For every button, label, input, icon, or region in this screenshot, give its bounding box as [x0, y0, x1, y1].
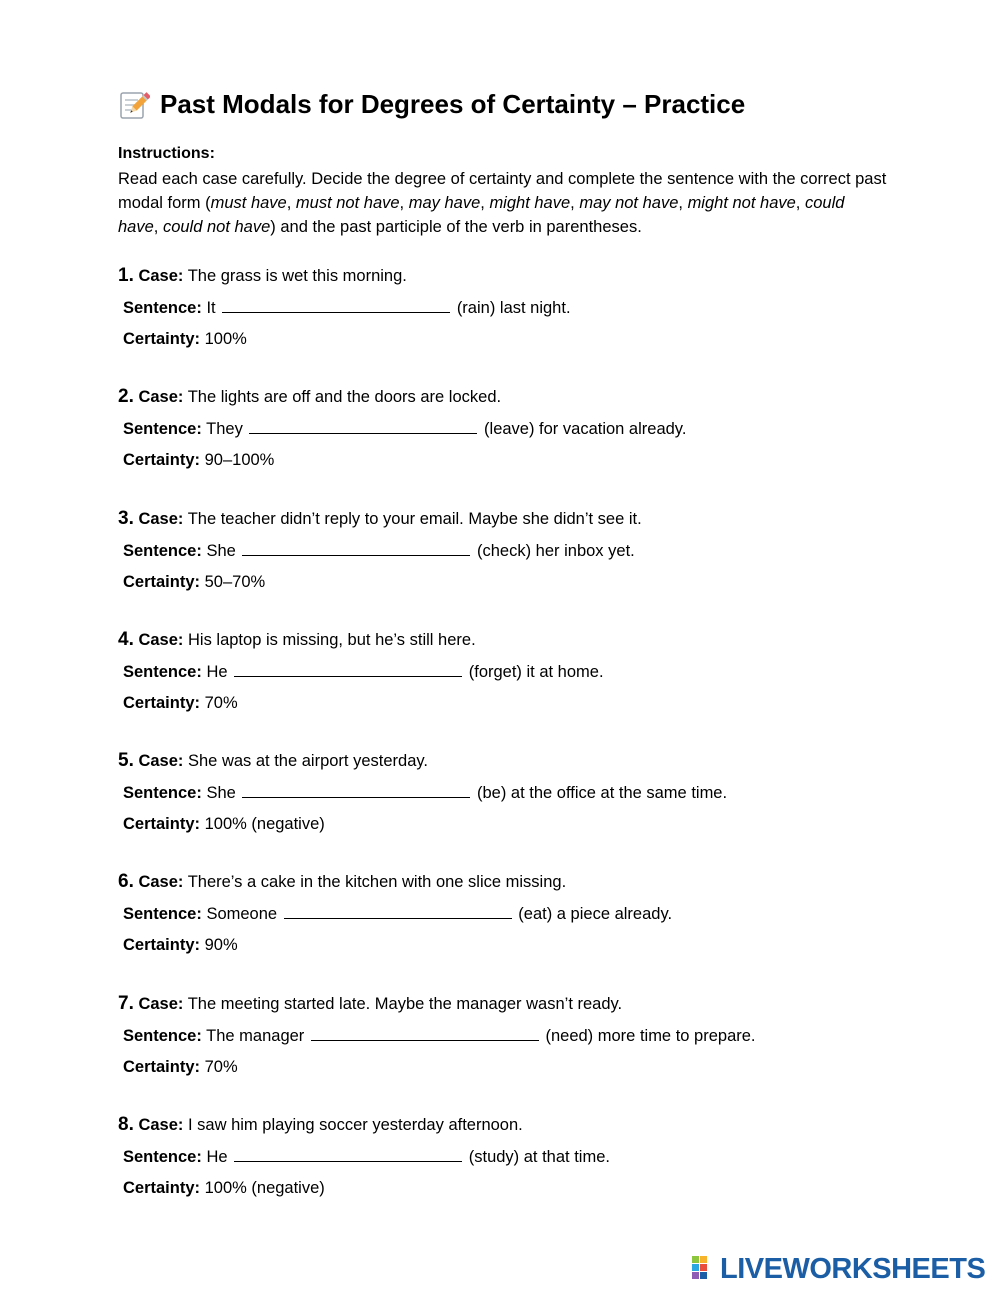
sentence-label: Sentence:: [123, 784, 202, 803]
sentence-line: [123, 541, 888, 561]
item-number: 2.: [118, 386, 134, 408]
answer-blank[interactable]: [242, 783, 470, 798]
case-label: Case:: [138, 994, 184, 1013]
certainty-label: Certainty:: [123, 815, 201, 834]
sentence-label: Sentence:: [123, 299, 202, 317]
certainty-line: [123, 693, 888, 713]
case-line: [118, 748, 888, 774]
answer-blank[interactable]: [242, 541, 470, 556]
sentence-after: (rain) last night.: [456, 299, 571, 317]
case-label: Case:: [138, 873, 184, 892]
certainty-line: [123, 935, 888, 955]
item-number: 5.: [118, 750, 134, 772]
certainty-label: Certainty:: [123, 451, 201, 470]
certainty-label: Certainty:: [123, 1179, 201, 1198]
answer-blank[interactable]: [284, 904, 512, 919]
answer-blank[interactable]: [222, 298, 450, 313]
sentence-before: He: [206, 662, 228, 681]
exercise-item: [118, 991, 888, 1112]
sentence-label: Sentence:: [123, 1026, 202, 1045]
answer-blank[interactable]: [249, 419, 477, 434]
case-line: [118, 991, 888, 1017]
item-number: 6.: [118, 871, 134, 893]
case-label: Case:: [138, 630, 184, 649]
instructions-text: Read each case carefully. Decide the degree of certainty and complete the sentence with the correct past modal form (must have, must not have, may have, might have, may not have, might not have, could have, could not have) and the past participle of the verb in parentheses.: [118, 170, 887, 236]
case-text: I saw him playing soccer yesterday afternoon.: [188, 1116, 523, 1135]
sentence-label: Sentence:: [123, 1148, 202, 1167]
item-number: 7.: [118, 992, 134, 1014]
certainty-value: 100% (negative): [204, 1179, 325, 1198]
logo-text: LIVEWORKSHEETS: [720, 1253, 986, 1285]
sentence-after: (study) at that time.: [468, 1148, 610, 1167]
case-text: She was at the airport yesterday.: [188, 752, 428, 771]
certainty-line: [123, 572, 888, 592]
exercise-item: [118, 869, 888, 990]
memo-pencil-icon: [118, 88, 150, 120]
case-text: His laptop is missing, but he’s still here.: [188, 630, 476, 649]
item-number: 1.: [118, 265, 134, 286]
case-line: [118, 506, 888, 532]
sentence-after: (be) at the office at the same time.: [477, 784, 728, 803]
sentence-line: [123, 662, 888, 682]
exercise-list: [118, 263, 888, 1233]
case-label: Case:: [138, 267, 184, 285]
exercise-item: [118, 506, 888, 627]
certainty-line: [123, 814, 888, 834]
worksheet: [118, 86, 888, 1233]
sentence-line: [123, 904, 888, 924]
liveworksheets-logo-icon: [692, 1256, 718, 1282]
answer-blank[interactable]: [234, 662, 462, 677]
certainty-value: 70%: [204, 1057, 238, 1076]
case-text: The lights are off and the doors are locked.: [187, 388, 502, 407]
sentence-label: Sentence:: [123, 662, 202, 681]
sentence-before: They: [206, 420, 243, 439]
case-line: [118, 384, 888, 410]
case-line: [118, 1112, 888, 1138]
case-label: Case:: [138, 388, 184, 407]
sentence-label: Sentence:: [123, 541, 202, 560]
exercise-item: [118, 1112, 888, 1233]
certainty-line: [123, 1178, 888, 1198]
certainty-label: Certainty:: [123, 936, 201, 955]
sentence-before: The manager: [206, 1026, 305, 1045]
certainty-value: 100% (negative): [204, 815, 325, 834]
case-text: There’s a cake in the kitchen with one slice missing.: [187, 873, 567, 892]
sentence-line: [123, 298, 888, 318]
sentence-after: (check) her inbox yet.: [477, 541, 635, 560]
sentence-line: [123, 783, 888, 803]
case-label: Case:: [138, 509, 184, 528]
sentence-before: It: [206, 299, 216, 317]
sentence-before: She: [206, 784, 236, 803]
exercise-item: [118, 263, 888, 384]
item-number: 4.: [118, 628, 134, 650]
exercise-item: [118, 748, 888, 869]
certainty-value: 90%: [204, 936, 238, 955]
sentence-after: (forget) it at home.: [468, 662, 604, 681]
sentence-before: Someone: [206, 905, 278, 924]
sentence-after: (leave) for vacation already.: [484, 420, 687, 439]
page-title: [118, 86, 888, 122]
case-line: [118, 627, 888, 653]
sentence-label: Sentence:: [123, 420, 202, 439]
sentence-line: [123, 1026, 888, 1046]
case-text: The grass is wet this morning.: [187, 267, 407, 285]
exercise-item: [118, 384, 888, 505]
case-label: Case:: [138, 752, 184, 771]
certainty-value: 50–70%: [204, 572, 266, 591]
answer-blank[interactable]: [311, 1026, 539, 1041]
instructions-label: Instructions:: [118, 145, 215, 162]
case-label: Case:: [138, 1116, 184, 1135]
certainty-line: [123, 450, 888, 470]
certainty-value: 90–100%: [204, 451, 275, 470]
certainty-value: 100%: [204, 330, 247, 348]
item-number: 3.: [118, 507, 134, 529]
answer-blank[interactable]: [234, 1147, 462, 1162]
case-text: The teacher didn’t reply to your email. Maybe she didn’t see it.: [187, 509, 642, 528]
certainty-label: Certainty:: [123, 693, 201, 712]
sentence-after: (eat) a piece already.: [518, 905, 673, 924]
exercise-item: [118, 627, 888, 748]
certainty-line: [123, 1057, 888, 1077]
certainty-label: Certainty:: [123, 330, 201, 348]
sentence-line: [123, 419, 888, 439]
certainty-label: Certainty:: [123, 572, 201, 591]
certainty-label: Certainty:: [123, 1057, 201, 1076]
certainty-line: [123, 329, 888, 349]
case-text: The meeting started late. Maybe the manager wasn’t ready.: [187, 994, 623, 1013]
case-line: [118, 263, 888, 289]
sentence-line: [123, 1147, 888, 1167]
liveworksheets-logo: [692, 1254, 985, 1284]
case-line: [118, 869, 888, 895]
sentence-after: (need) more time to prepare.: [545, 1026, 756, 1045]
sentence-before: He: [206, 1148, 228, 1167]
certainty-value: 70%: [204, 693, 238, 712]
sentence-before: She: [206, 541, 236, 560]
item-number: 8.: [118, 1114, 134, 1136]
title-text: Past Modals for Degrees of Certainty – Practice: [160, 89, 746, 119]
sentence-label: Sentence:: [123, 905, 202, 924]
